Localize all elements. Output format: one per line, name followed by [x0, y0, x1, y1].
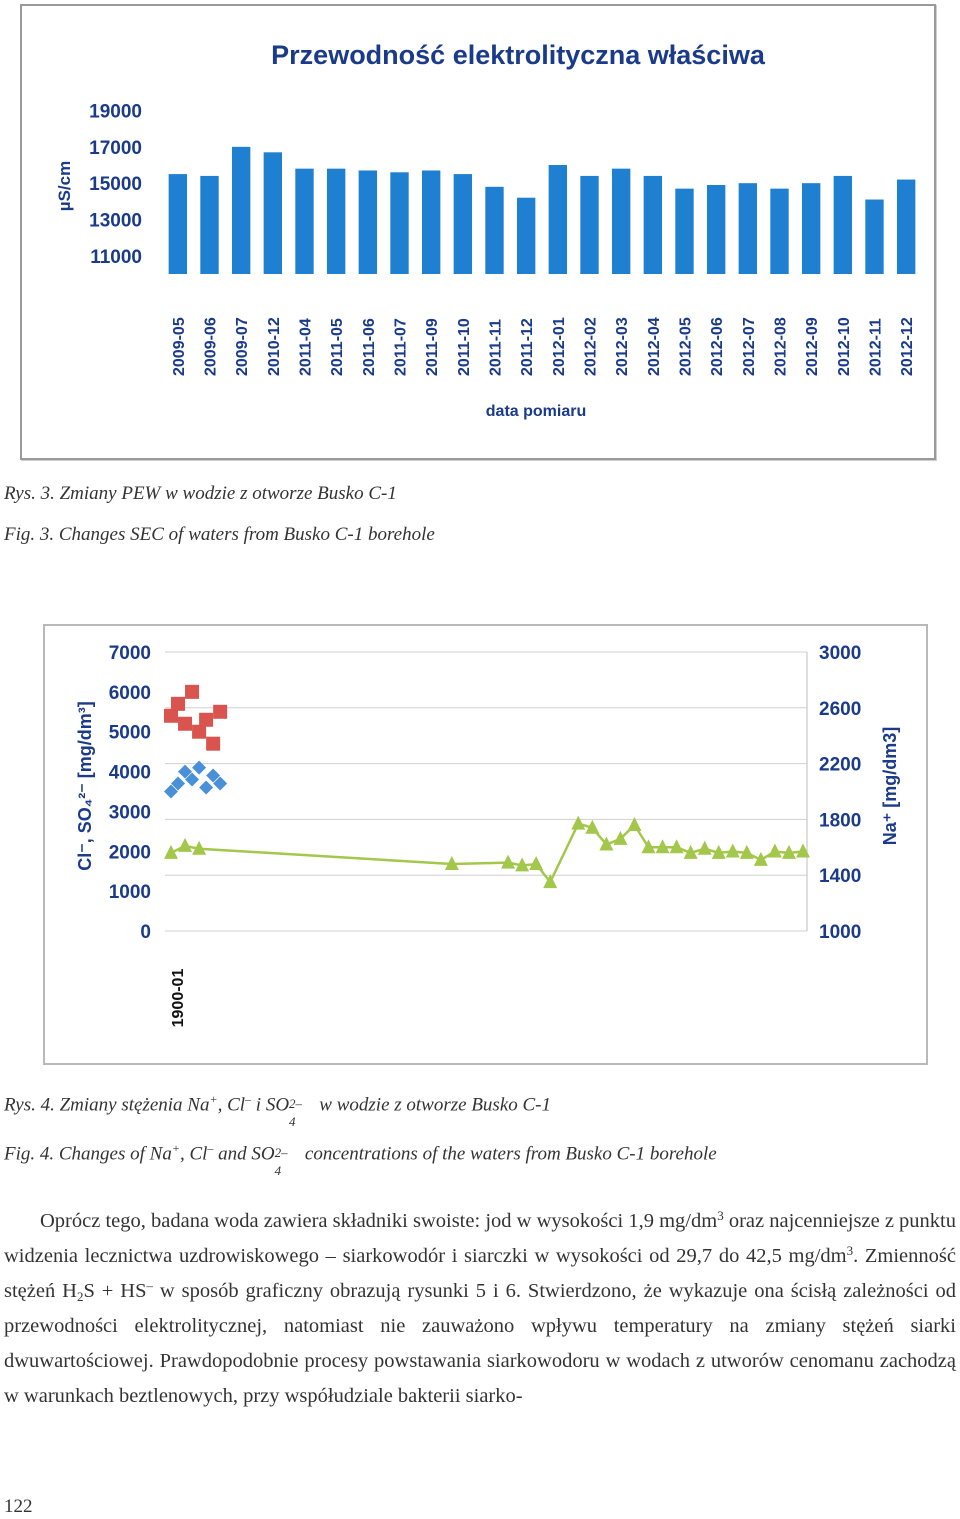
- chart2-ylabel-right: Na⁺ [mg/dm3]: [880, 726, 900, 846]
- chart2-point-na: [796, 843, 810, 857]
- ion-concentration-chart: [45, 626, 926, 1063]
- chart1-bar: [295, 169, 313, 274]
- cap2-en-sup1: +: [171, 1141, 180, 1155]
- chart2-point-na: [164, 845, 178, 859]
- cap2-pl-suffix: w wodzie z otworze Busko C-1: [319, 1094, 551, 1116]
- figure-1-caption-pl: Rys. 3. Zmiany PEW w wodzie z otworze Busko C-1: [4, 483, 397, 504]
- chart2-ytick-right: 1400: [819, 866, 862, 888]
- chart1-title: Przewodność elektrolityczna właściwa: [271, 40, 765, 70]
- chart1-bar: [359, 170, 377, 274]
- chart2-point-cl: [192, 725, 206, 739]
- body-t1: Oprócz tego, badana woda zawiera składniki swoiste: jod w wysokości 1,9 mg/dm: [40, 1210, 718, 1232]
- chart1-bar: [644, 176, 662, 274]
- chart1-xtick-label: 2011-05: [329, 318, 347, 376]
- cap2-pl-sup1: +: [209, 1092, 218, 1106]
- cap2-en-mid1: , Cl: [179, 1143, 208, 1165]
- chart2-ytick-left: 7000: [108, 643, 151, 664]
- chart2-point-cl: [199, 713, 213, 727]
- cap2-en-sub: 4: [274, 1163, 282, 1179]
- chart1-bar: [865, 200, 883, 274]
- chart1-bar: [200, 176, 218, 274]
- figure-1-caption-en: Fig. 3. Changes SEC of waters from Busko C-1 borehole: [4, 524, 435, 545]
- cap2-en-sup3: 2–: [274, 1145, 288, 1161]
- chart2-point-cl: [178, 717, 192, 731]
- chart1-xtick-label: 2012-03: [614, 317, 632, 376]
- chart2-point-na: [726, 843, 740, 857]
- chart2-ytick-left: 6000: [108, 682, 151, 704]
- chart2-ylabel-left: Cl⁻, SO₄²⁻ [mg/dm³]: [75, 701, 95, 871]
- body-s2: 3: [846, 1243, 854, 1258]
- chart2-xtick-label: 1900-01: [170, 968, 187, 1028]
- chart2-ytick-left: 2000: [108, 842, 151, 864]
- cap2-pl-sup2: –: [245, 1092, 252, 1106]
- chart1-xtick-label: 2012-01: [550, 317, 568, 376]
- chart1-xtick-label: 2011-09: [424, 318, 442, 376]
- chart1-ytick-label: 17000: [89, 137, 142, 159]
- chart1-bar: [422, 170, 440, 274]
- cap2-pl-sup3: 2–: [289, 1096, 303, 1112]
- chart1-xtick-label: 2012-09: [804, 317, 822, 376]
- chart2-point-na: [698, 841, 712, 855]
- body-t2: oraz najcenniejsze z punktu widzenia lecznictwa uzdrowiskowego – siarkowodór i siarczki w wysokości od 29,7 do 42,5 mg/dm: [4, 1210, 957, 1267]
- chart1-xlabel: data pomiaru: [485, 403, 587, 420]
- chart1-ylabel: µS/cm: [55, 160, 74, 212]
- chart1-bar: [454, 174, 472, 274]
- chart1-bar: [264, 152, 282, 274]
- chart2-point-na: [529, 856, 543, 870]
- chart1-ytick-label: 11000: [90, 246, 142, 268]
- chart2-point-na: [178, 838, 192, 852]
- chart2-point-cl: [185, 685, 199, 699]
- cap2-pl-prefix: Rys. 4. Zmiany stężenia Na: [4, 1094, 210, 1116]
- chart1-xtick-label: 2011-04: [297, 318, 315, 376]
- cap2-en-sup2: –: [207, 1141, 214, 1155]
- chart1-bar: [485, 187, 503, 274]
- body-t3: . Zmienność stężeń H: [4, 1245, 956, 1302]
- conductivity-bar-chart: [22, 6, 934, 458]
- chart2-point-so4: [199, 781, 213, 795]
- chart1-xtick-label: 2009-07: [234, 317, 252, 376]
- chart1-xtick-label: 2011-12: [519, 318, 537, 376]
- chart1-bar: [707, 185, 725, 274]
- chart1-bar: [169, 174, 187, 274]
- chart1-bar: [612, 169, 630, 274]
- body-t5: w sposób graficzny obrazują rysunki 5 i 6. Stwierdzono, że wykazuje ona ścisłą zależności od przewodności elektrolitycznej, natomiast nie zauważono wpływu temperatury na zmiany stężeń siarki dwuwartościowej. Prawdopodobnie procesy powstawania siarkowodoru w wodach z utworów cenomanu zachodzą w warunkach beztlenowych, przy współudziale bakterii siarko-: [4, 1280, 957, 1407]
- cap2-en-suffix: concentrations of the waters from Busko C-1 borehole: [304, 1143, 717, 1165]
- chart2-point-so4: [192, 761, 206, 775]
- figure-1-frame: [20, 4, 936, 460]
- chart1-bar: [327, 169, 345, 274]
- chart2-point-cl: [171, 697, 185, 711]
- chart2-point-cl: [213, 705, 227, 719]
- chart1-xtick-label: 2010-12: [265, 317, 283, 376]
- chart1-bar: [770, 189, 788, 274]
- chart2-point-cl: [164, 709, 178, 723]
- chart1-ytick-label: 13000: [89, 210, 142, 232]
- chart2-ytick-left: 0: [140, 922, 151, 943]
- figure-2-frame: [43, 624, 928, 1065]
- chart1-xtick-label: 2012-06: [709, 317, 727, 376]
- chart2-ytick-right: 3000: [819, 643, 862, 664]
- chart1-bar: [834, 176, 852, 274]
- chart2-ytick-left: 3000: [108, 802, 151, 824]
- chart1-bar: [739, 183, 757, 274]
- chart1-ytick-label: 19000: [89, 101, 142, 123]
- chart1-xtick-label: 2012-02: [582, 317, 600, 376]
- chart1-xtick-label: 2012-11: [867, 318, 885, 376]
- body-b1: 2: [76, 1289, 84, 1304]
- chart1-bar: [675, 189, 693, 274]
- chart2-ytick-right: 1800: [819, 810, 862, 832]
- chart1-xtick-label: 2012-10: [835, 317, 853, 376]
- page-number: 122: [4, 1496, 33, 1517]
- body-paragraph: [4, 1204, 956, 1414]
- chart1-xtick-label: 2011-07: [392, 318, 410, 376]
- chart2-ytick-left: 1000: [108, 882, 151, 904]
- chart1-bar: [580, 176, 598, 274]
- cap2-pl-sub: 4: [289, 1114, 296, 1130]
- chart2-ytick-left: 4000: [108, 762, 151, 784]
- body-s3: –: [146, 1278, 153, 1293]
- chart1-xtick-label: 2012-08: [772, 317, 790, 376]
- chart1-xtick-label: 2009-05: [170, 317, 188, 376]
- chart2-ytick-left: 5000: [108, 722, 151, 744]
- chart2-ytick-right: 2600: [819, 698, 862, 720]
- chart1-xtick-label: 2012-07: [740, 317, 758, 376]
- chart2-point-na: [768, 843, 782, 857]
- body-s1: 3: [717, 1208, 724, 1223]
- chart2-point-na: [754, 852, 768, 866]
- chart2-point-na: [571, 816, 585, 830]
- chart1-xtick-label: 2011-06: [360, 318, 378, 376]
- body-t4: S + HS: [83, 1280, 147, 1302]
- chart2-ytick-right: 1000: [819, 922, 862, 943]
- chart1-xtick-label: 2011-10: [455, 318, 473, 376]
- chart1-bar: [517, 198, 535, 274]
- chart1-ytick-label: 15000: [89, 174, 142, 196]
- chart1-bar: [549, 165, 567, 274]
- chart1-xtick-label: 2009-06: [202, 317, 220, 376]
- chart2-point-cl: [206, 737, 220, 751]
- chart1-xtick-label: 2012-12: [899, 317, 917, 376]
- chart1-bar: [802, 183, 820, 274]
- cap2-pl-mid2: i SO: [251, 1094, 290, 1116]
- chart1-bar: [390, 172, 408, 274]
- chart2-ytick-right: 2200: [819, 754, 862, 776]
- chart1-bar: [897, 180, 915, 274]
- cap2-pl-mid1: , Cl: [217, 1094, 246, 1116]
- chart1-xtick-label: 2012-04: [645, 317, 663, 376]
- cap2-en-mid2: and SO: [213, 1143, 275, 1165]
- figure-2-caption-en: [4, 1141, 717, 1179]
- chart1-bar: [232, 147, 250, 274]
- chart1-xtick-label: 2012-05: [677, 317, 695, 376]
- figure-2-caption-pl: [4, 1092, 551, 1130]
- cap2-en-prefix: Fig. 4. Changes of Na: [4, 1143, 172, 1165]
- chart1-xtick-label: 2011-11: [487, 319, 505, 376]
